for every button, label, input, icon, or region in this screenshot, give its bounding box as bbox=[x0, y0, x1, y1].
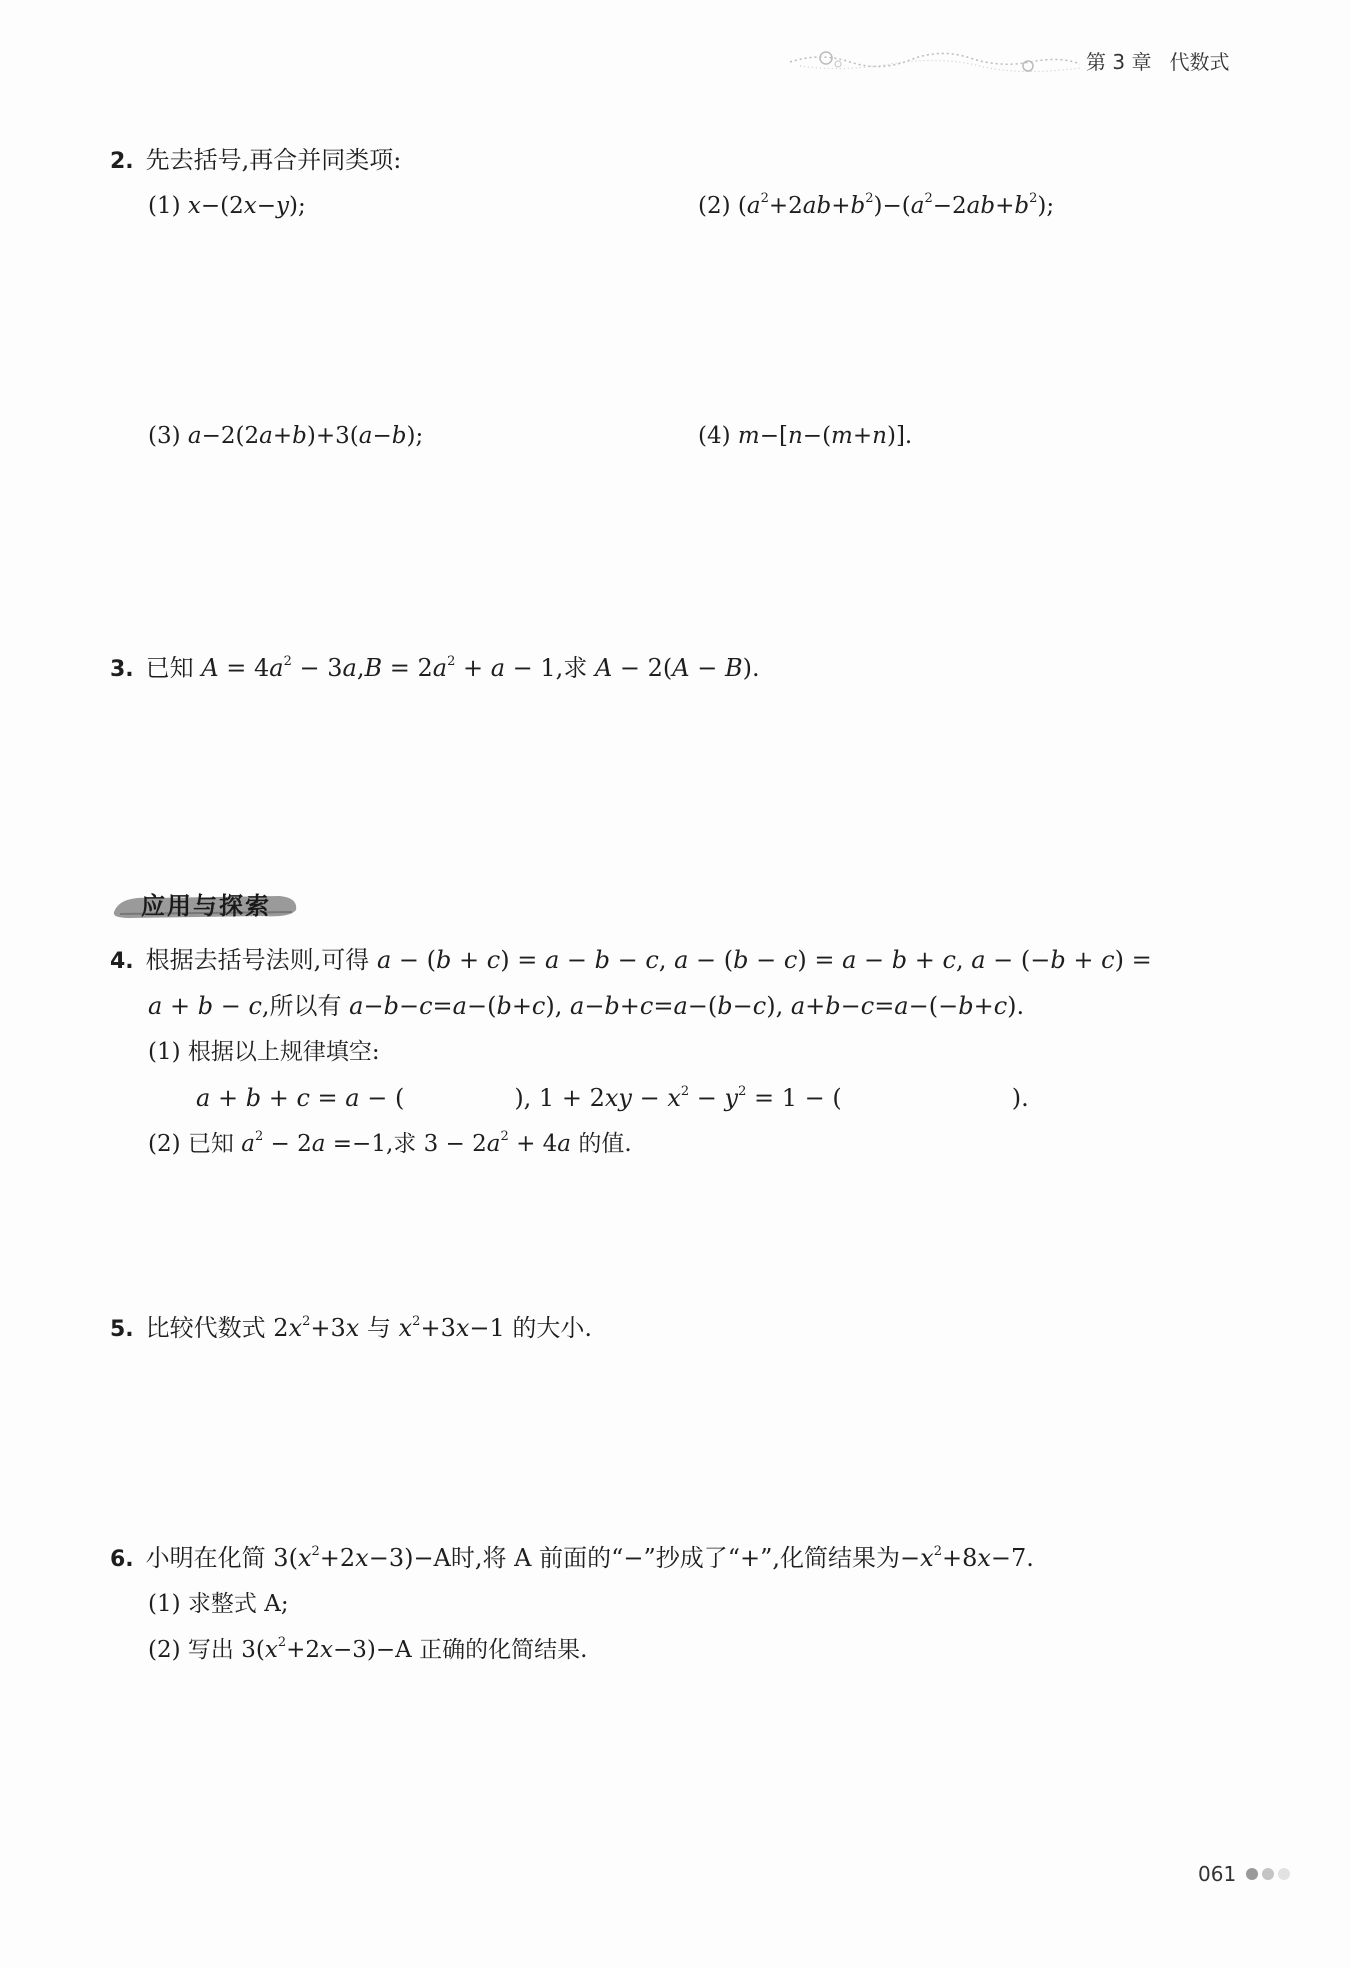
page-number: 061 bbox=[1198, 1862, 1237, 1886]
question-4-line-1: 4. 根据去括号法则,可得 a − (b + c) = a − b − c, a − (b − c) = a − b + c, a − (−b + c) = bbox=[110, 946, 1152, 974]
part-label: (3) bbox=[148, 423, 181, 449]
part-lead: 写出 bbox=[187, 1637, 234, 1663]
part-lead: 已知 bbox=[187, 1131, 234, 1157]
question-4-fill-blanks: a + b + c = a − ( ), $1 + 2xy - x^2 - y^2 = 1$ − ( ). bbox=[196, 1084, 1029, 1112]
question-mid: 与 bbox=[366, 1314, 391, 1342]
part-end: 的值. bbox=[578, 1131, 632, 1157]
question-lead: 已知 bbox=[145, 654, 194, 682]
chapter-title: 代数式 bbox=[1169, 50, 1230, 74]
question-lead: 根据去括号法则,可得 bbox=[145, 946, 370, 974]
chapter-number: 第 3 章 bbox=[1086, 50, 1152, 74]
part-label: (1) bbox=[148, 1039, 181, 1065]
question-6-part-2: (2) 写出 $3(x^2+2x-3)-A$ 正确的化简结果. bbox=[148, 1635, 588, 1663]
page-number-dots-decoration bbox=[1244, 1866, 1300, 1882]
part-label: (4) bbox=[698, 423, 731, 449]
question-text: 先去括号,再合并同类项: bbox=[145, 146, 402, 174]
question-6-part-1 bbox=[148, 1588, 289, 1620]
question-2-part-2: (2) $(a^2+2ab+b^2)-(a^2-2ab+b^2)$; bbox=[698, 191, 1055, 219]
question-mid: 时,将 A 前面的“−”抄成了“+”,化简结果为 bbox=[450, 1544, 901, 1572]
question-2-part-4: (4) m−[n−(m+n)]. bbox=[698, 423, 913, 449]
question-4-part-1 bbox=[148, 1036, 380, 1068]
question-2-part-3: (3) a−2(2a+b)+3(a−b); bbox=[148, 423, 424, 449]
question-6-stem: 6. 小明在化简 $3(x^2+2x-3)-A$时,将 A 前面的“−”抄成了“+”,化简结果为$-x^2+8x-7$. bbox=[110, 1544, 1034, 1572]
question-4-part-2: (2) 已知 $a^2 - 2a =-1$,求 $3 - 2a^2 + 4a$ 的值. bbox=[148, 1129, 632, 1157]
part-end: 正确的化简结果. bbox=[419, 1637, 588, 1663]
question-end: 的大小. bbox=[512, 1314, 593, 1342]
part-label: (2) bbox=[698, 193, 731, 219]
question-number: 2. bbox=[110, 149, 134, 174]
question-2-stem bbox=[110, 144, 401, 178]
question-4-line-2: a + b − c,所以有 a−b−c=a−(b+c), a−b+c=a−(b−c), a+b−c=a−(−b+c). bbox=[148, 992, 1025, 1020]
question-3: 3. 已知 $A = 4a^2 - 3a,B = 2a^2 + a - 1$,求 A − 2(A − B). bbox=[110, 654, 760, 682]
section-badge bbox=[110, 882, 298, 922]
question-number: 5. bbox=[110, 1317, 134, 1342]
question-mid-text: ,所以有 bbox=[261, 992, 342, 1020]
part-label: (1) bbox=[148, 1591, 181, 1617]
question-lead: 比较代数式 bbox=[145, 1314, 266, 1342]
question-5: 5. 比较代数式 $2x^2+3x$ 与 $x^2+3x-1$ 的大小. bbox=[110, 1314, 593, 1342]
part-label: (1) bbox=[148, 193, 181, 219]
header-wave-decoration bbox=[780, 40, 1080, 80]
question-number: 6. bbox=[110, 1547, 134, 1572]
question-number: 3. bbox=[110, 657, 134, 682]
question-2-part-1: (1) x−(2x−y); bbox=[148, 193, 306, 219]
chapter-header bbox=[1086, 46, 1229, 75]
part-text: 求整式 A; bbox=[187, 1591, 289, 1617]
section-title: 应用与探索 bbox=[141, 892, 271, 920]
part-label: (2) bbox=[148, 1131, 181, 1157]
question-number: 4. bbox=[110, 949, 134, 974]
question-lead: 小明在化简 bbox=[145, 1544, 266, 1572]
part-mid: ,求 bbox=[385, 1131, 417, 1157]
part-text: 根据以上规律填空: bbox=[187, 1039, 380, 1065]
part-label: (2) bbox=[148, 1637, 181, 1663]
